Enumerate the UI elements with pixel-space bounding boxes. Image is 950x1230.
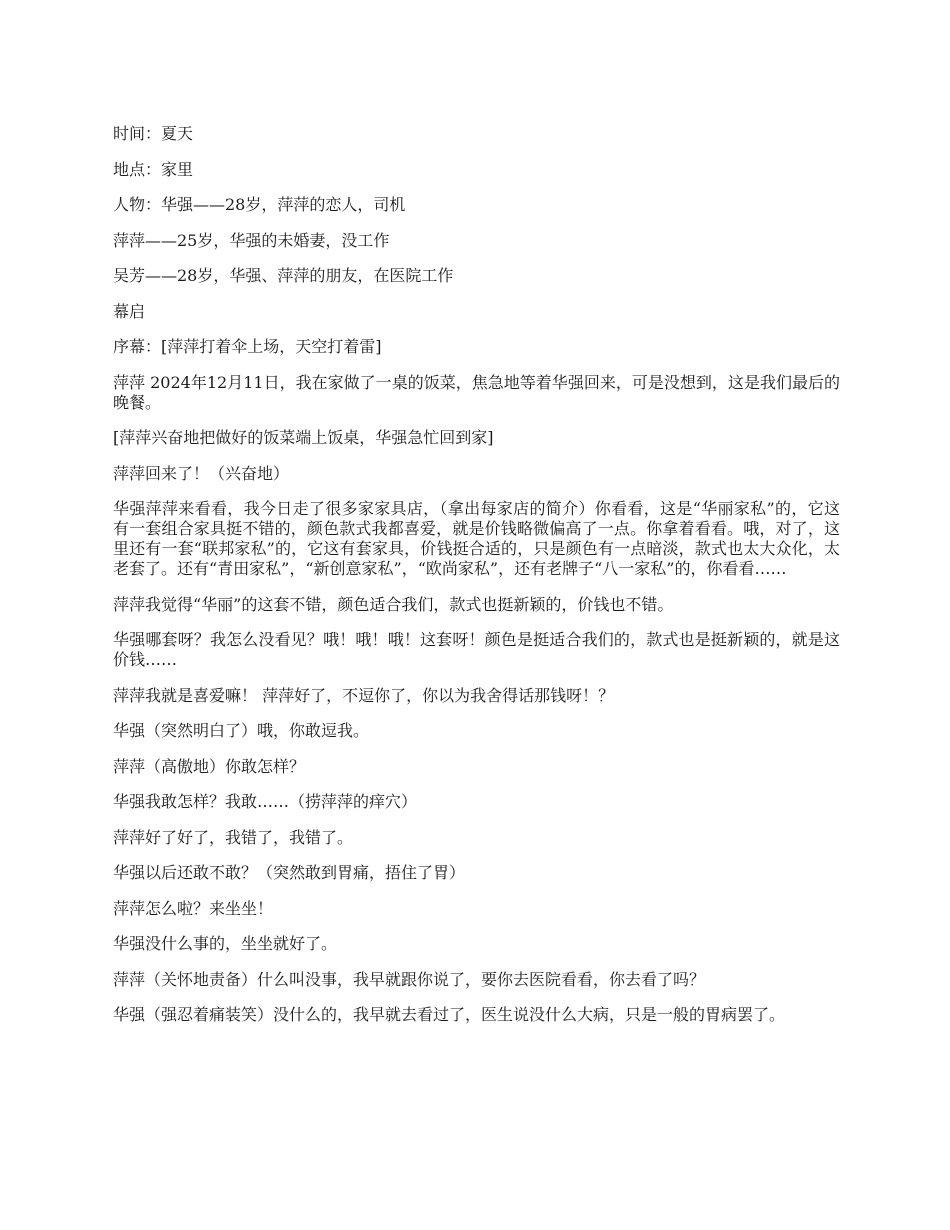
paragraph-dialogue: 华强萍萍来看看，我今日走了很多家家具店，（拿出每家店的简介）你看看，这是“华丽家私”的，它这有一套组合家具挺不错的，颜色款式我都喜爱，就是价钱略微偏高了一点。你拿着看看。哦，对了，这里还有一套“联邦家私”的，它这有套家具，价钱挺合适的，只是颜色有一点暗淡，款式也太大众化，太老套了。还有“青田家私”，“新创意家私”，“欧尚家私”，还有老牌子“八一家私”的，你看看…… — [113, 499, 840, 578]
paragraph-dialogue: 萍萍怎么啦？来坐坐！ — [113, 898, 274, 918]
paragraph-dialogue: 萍萍（关怀地责备）什么叫没事，我早就跟你说了，要你去医院看看，你去看了吗？ — [113, 969, 706, 989]
paragraph-curtain-up: 幕启 — [113, 301, 146, 321]
paragraph-place: 地点：家里 — [113, 159, 194, 179]
paragraph-dialogue: 华强哪套呀？我怎么没看见？哦！哦！哦！这套呀！颜色是挺适合我们的，款式也是挺新颖的，就是这价钱…… — [113, 630, 840, 669]
paragraph-character-wufang: 吴芳——28岁，华强、萍萍的朋友，在医院工作 — [113, 266, 454, 285]
paragraph-character-pingping: 萍萍——25岁，华强的未婚妻，没工作 — [113, 230, 390, 250]
paragraph-characters: 人物：华强——28岁，萍萍的恋人，司机 — [113, 195, 406, 214]
paragraph-dialogue: 华强（突然明白了）哦，你敢逗我。 — [113, 721, 370, 740]
paragraph-dialogue: 华强以后还敢不敢？（突然敢到胃痛，捂住了胃） — [113, 863, 466, 882]
paragraph-prologue: 序幕：[萍萍打着伞上场，天空打着雷] — [113, 337, 382, 356]
paragraph-dialogue: 萍萍我就是喜爱嘛！ 萍萍好了，不逗你了，你以为我舍得话那钱呀！？ — [113, 685, 615, 705]
paragraph-dialogue: 萍萍回来了！（兴奋地） — [113, 463, 290, 483]
document-page — [113, 124, 840, 1041]
paragraph-dialogue: 华强我敢怎样？我敢……（捞萍萍的痒穴） — [113, 792, 418, 811]
paragraph-dialogue: 华强（强忍着痛装笑）没什么的，我早就去看过了，医生说没什么大病，只是一般的胃病罢了。 — [113, 1005, 786, 1024]
paragraph-stage-direction: [萍萍兴奋地把做好的饭菜端上饭桌，华强急忙回到家] — [113, 428, 494, 447]
paragraph-dialogue: 萍萍好了好了，我错了，我错了。 — [113, 827, 354, 847]
paragraph-dialogue: 萍萍 2024年12月11日，我在家做了一桌的饭菜，焦急地等着华强回来，可是没想到，这是我们最后的晚餐。 — [113, 372, 840, 412]
paragraph-dialogue: 萍萍（高傲地）你敢怎样？ — [113, 756, 306, 776]
paragraph-time: 时间：夏天 — [113, 124, 194, 143]
paragraph-dialogue: 华强没什么事的，坐坐就好了。 — [113, 934, 338, 953]
paragraph-dialogue: 萍萍我觉得“华丽”的这套不错，颜色适合我们，款式也挺新颖的，价钱也不错。 — [113, 594, 674, 614]
